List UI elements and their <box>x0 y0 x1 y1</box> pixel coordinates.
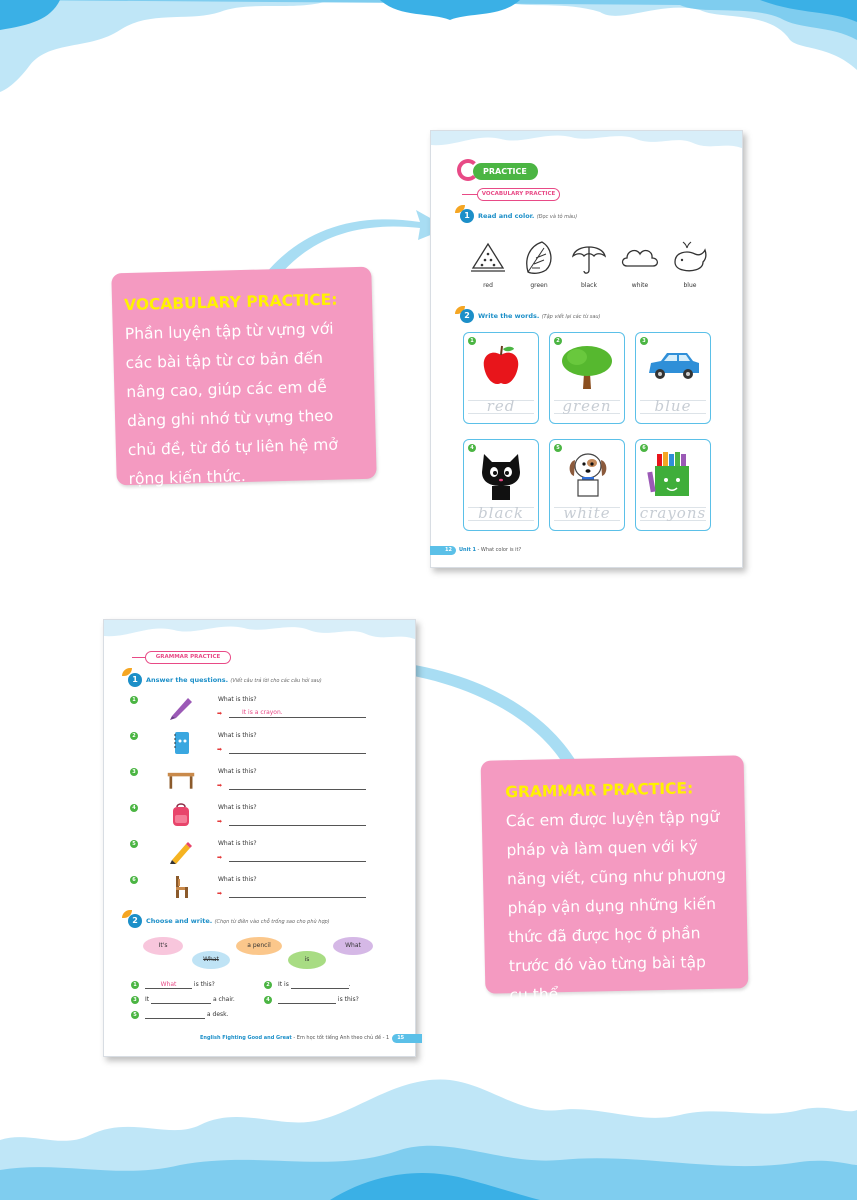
callout-highlight: VOCABULARY PRACTICE: <box>123 290 338 315</box>
exercise-title: Read and color. (Đọc và tô màu) <box>478 212 578 220</box>
practice-section-title: PRACTICE <box>473 163 538 180</box>
fill-sentence: 2 It is . <box>264 981 351 989</box>
question-row: 5 What is this? ➡ <box>130 838 370 868</box>
word-card-dog: 5 white <box>549 439 625 531</box>
vocabulary-practice-tag: VOCABULARY PRACTICE <box>477 188 560 201</box>
word-option-used: What <box>192 951 230 969</box>
leaf-item: green <box>514 238 564 289</box>
word-card-tree: 2 green <box>549 332 625 424</box>
pencil-icon <box>166 838 196 864</box>
watermelon-icon <box>467 238 509 278</box>
question-row: 4 What is this? ➡ <box>130 802 370 832</box>
umbrella-icon <box>568 238 610 278</box>
word-card-crayons: 6 crayons <box>635 439 711 531</box>
question-row: 6 What is this? ➡ <box>130 874 370 904</box>
leaf-icon <box>518 238 560 278</box>
word-option: What <box>333 937 373 955</box>
question-row: 1 What is this? ➡ It is a crayon. <box>130 694 370 724</box>
notebook-icon <box>166 730 196 756</box>
question-row: 3 What is this? ➡ <box>130 766 370 796</box>
word-card-apple: 1 red <box>463 332 539 424</box>
fill-sentence: 5 a desk. <box>131 1011 229 1019</box>
watermelon-item: red <box>463 238 513 289</box>
schoolbag-icon <box>166 802 196 828</box>
grammar-practice-callout <box>481 755 749 1005</box>
crayons-box-icon <box>647 450 699 502</box>
whale-icon <box>669 238 711 278</box>
fill-sentence: 3 It a chair. <box>131 996 235 1004</box>
word-option: It's <box>143 937 183 955</box>
cloud-item: white <box>615 238 665 289</box>
crayon-icon <box>166 694 196 720</box>
callout-text: Phần luyện tập từ vựng với các bài tập từ cơ bản đến nâng cao, giúp các em dễ dàng ghi nhớ từ vựng theo chủ đề, từ đó tự liên hệ mở rộng kiến thức. <box>124 319 339 489</box>
callout-text: Các em được luyện tập ngữ pháp và làm quen với kỹ năng viết, cũng như phương pháp vận dụng những kiến thức đã được học ở phần trước đó vào từng bài tập cụ thể. <box>505 807 727 1005</box>
vocabulary-practice-callout <box>111 267 376 489</box>
grammar-practice-tag: GRAMMAR PRACTICE <box>145 651 231 664</box>
apple-icon <box>478 343 524 389</box>
exercise-number: 2 <box>128 914 142 928</box>
word-card-car: 3 blue <box>635 332 711 424</box>
exercise-title: Choose and write. (Chọn từ điền vào chỗ trống sao cho phù hợp) <box>146 917 330 925</box>
white-dog-icon <box>564 450 610 502</box>
exercise-number: 1 <box>128 673 142 687</box>
chair-icon <box>166 874 196 900</box>
page-footer-12: 12 Unit 1 - What color is it? <box>430 546 560 555</box>
whale-item: blue <box>665 238 715 289</box>
desk-icon <box>166 766 196 792</box>
tree-icon <box>559 343 615 393</box>
word-option: is <box>288 951 326 969</box>
fill-sentence: 1 What is this? <box>131 981 215 989</box>
fill-sentence: 4 is this? <box>264 996 359 1004</box>
page-footer-15: English Fighting Good and Great - Em học tốt tiếng Anh theo chủ đề - 1 15 <box>200 1034 416 1043</box>
black-cat-icon <box>478 450 524 502</box>
callout-highlight: GRAMMAR PRACTICE: <box>505 779 694 802</box>
exercise-number: 2 <box>460 309 474 323</box>
car-icon <box>643 343 703 389</box>
top-cloud-border <box>0 0 857 110</box>
bottom-cloud-border <box>0 1070 857 1200</box>
word-card-cat: 4 black <box>463 439 539 531</box>
exercise-title: Write the words. (Tập viết lại các từ sau) <box>478 312 601 320</box>
umbrella-item: black <box>564 238 614 289</box>
word-option: a pencil <box>236 937 282 955</box>
exercise-title: Answer the questions. (Viết câu trả lời cho các câu hỏi sau) <box>146 676 322 684</box>
question-row: 2 What is this? ➡ <box>130 730 370 760</box>
exercise-number: 1 <box>460 209 474 223</box>
cloud-icon <box>619 238 661 278</box>
